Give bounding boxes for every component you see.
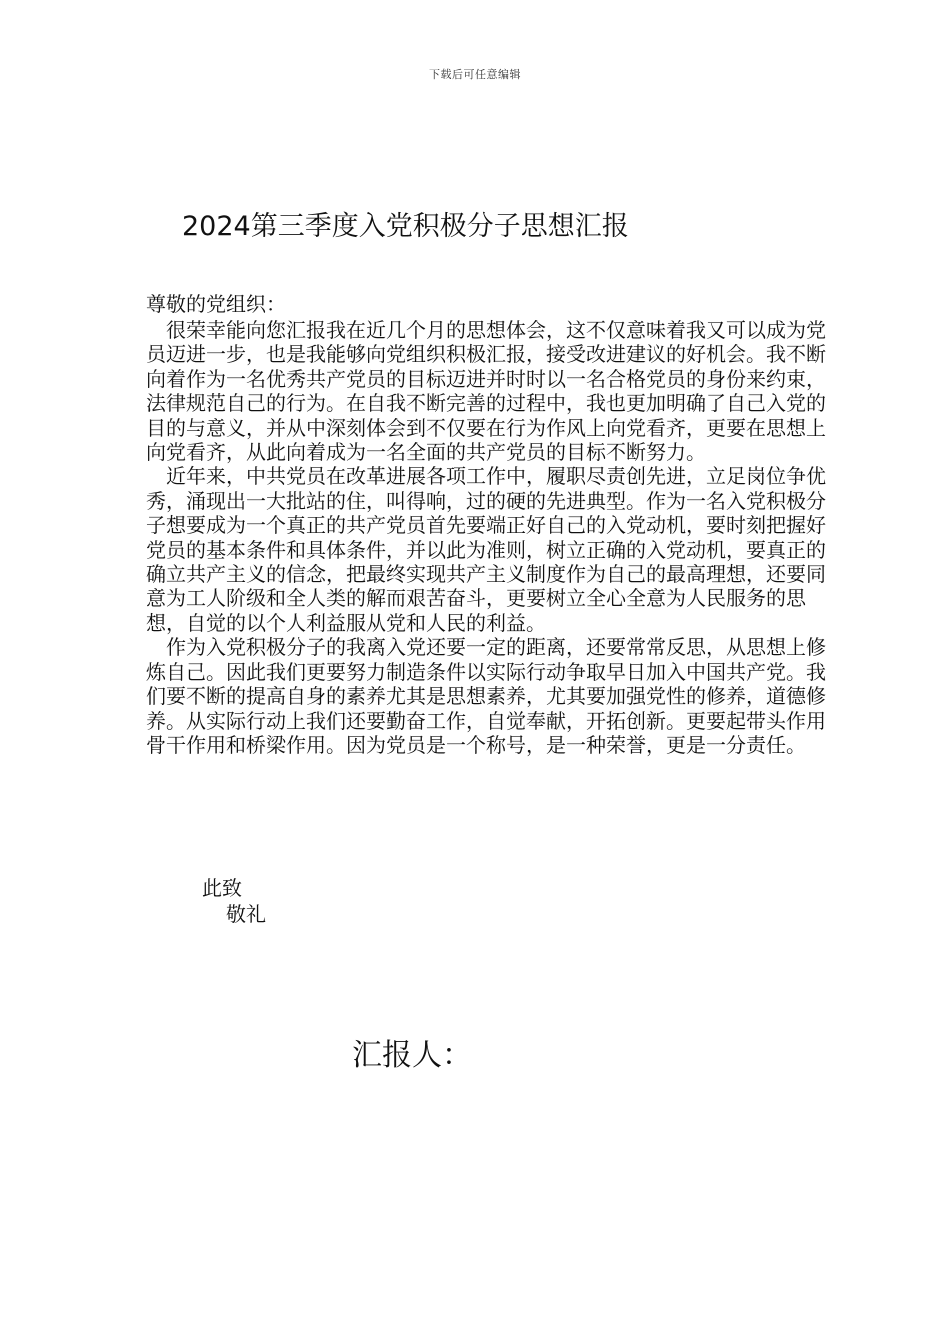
header-note: 下载后可任意编辑 <box>429 68 521 81</box>
closing-line-2: 敬礼 <box>226 902 266 926</box>
body-paragraph: 作为入党积极分子的我离入党还要一定的距离，还要常常反思，从思想上修炼自己。因此我们更要努力制造条件以实际行动争取早日加入中国共产党。我们要不断的提高自身的素养尤其是思想素养，尤其要加强党性的修养，道德修养。从实际行动上我们还要勤奋工作，自觉奉献，开拓创新。更要起带头作用骨干作用和桥梁作用。因为党员是一个称号，是一种荣誉，更是一分责任。 <box>146 635 826 757</box>
body-paragraph: 近年来，中共党员在改革进展各项工作中，履职尽责创先进，立足岗位争优秀，涌现出一大批站的住，叫得响，过的硬的先进典型。作为一名入党积极分子想要成为一个真正的共产党员首先要端正好自己的入党动机，要时刻把握好党员的基本条件和具体条件，并以此为准则，树立正确的入党动机，要真正的确立共产主义的信念，把最终实现共产主义制度作为自己的最高理想，还要同意为工人阶级和全人类的解而艰苦奋斗，更要树立全心全意为人民服务的思想，自觉的以个人利益服从党和人民的利益。 <box>146 464 826 635</box>
closing-line-1: 此致 <box>202 876 242 900</box>
document-title: 2024第三季度入党积极分子思想汇报 <box>182 211 629 242</box>
report-body <box>146 318 832 757</box>
body-paragraph: 很荣幸能向您汇报我在近几个月的思想体会，这不仅意味着我又可以成为党员迈进一步，也是我能够向党组织积极汇报，接受改进建议的好机会。我不断向着作为一名优秀共产党员的目标迈进并时时以一名合格党员的身份来约束，法律规范自己的行为。在自我不断完善的过程中，我也更加明确了自己入党的目的与意义，并从中深刻体会到不仅要在行为作风上向党看齐，更要在思想上向党看齐，从此向着成为一名全面的共产党员的目标不断努力。 <box>146 318 826 465</box>
reporter-label: 汇报人： <box>352 1038 472 1073</box>
salutation: 尊敬的党组织： <box>146 292 286 316</box>
